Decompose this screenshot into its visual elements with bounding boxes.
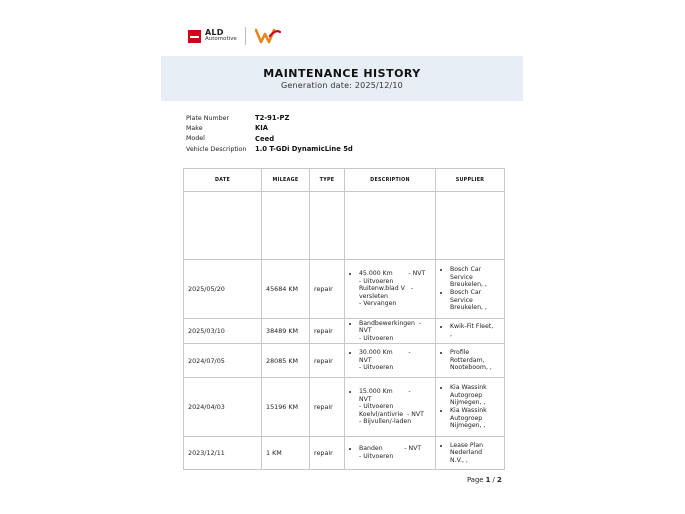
supplier-item: • Bosch Car Service Breukelen, ,	[450, 289, 504, 312]
page-total: 2	[496, 476, 502, 484]
supplier-item: • Profile Rotterdam, Nooteboom, ,	[450, 349, 504, 372]
cell-mileage: 45684 KM	[262, 260, 310, 319]
empty-cell	[345, 192, 436, 260]
vehicle-info-label: Vehicle Description	[186, 145, 247, 153]
cell-date: 2024/04/03	[184, 378, 262, 437]
supplier-item: • Lease Plan Nederland N.V., ,	[450, 442, 504, 465]
vehicle-info-row	[186, 123, 353, 133]
description-item: • 45.000 Km - NVT - Uitvoeren Ruitenw.blad V - versleten - Vervangen	[359, 270, 435, 308]
cell-description	[345, 260, 436, 319]
vehicle-info-value: Ceed	[255, 134, 275, 143]
description-item: • Banden - NVT - Uitvoeren	[359, 445, 435, 460]
col-header-mileage: MILEAGE	[262, 169, 310, 192]
cell-date: 2023/12/11	[184, 437, 262, 470]
cell-type: repair	[310, 378, 345, 437]
w-brand-logo	[255, 28, 281, 44]
vehicle-info-label: Make	[186, 124, 203, 132]
vehicle-info-row	[186, 144, 353, 154]
empty-cell	[262, 192, 310, 260]
cell-supplier	[436, 260, 505, 319]
empty-row	[184, 192, 505, 260]
header-logos	[188, 26, 281, 46]
supplier-item: • Bosch Car Service Breukelen, ,	[450, 266, 504, 289]
table-row	[184, 260, 505, 319]
col-header-description: DESCRIPTION	[345, 169, 436, 192]
table-row	[184, 437, 505, 470]
cell-type: repair	[310, 260, 345, 319]
page-indicator	[467, 476, 502, 484]
table-row	[184, 378, 505, 437]
table-row	[184, 344, 505, 378]
cell-mileage: 38489 KM	[262, 319, 310, 344]
col-header-supplier: SUPPLIER	[436, 169, 505, 192]
generation-date: Generation date: 2025/12/10	[281, 81, 403, 90]
cell-type: repair	[310, 344, 345, 378]
description-item: • 30.000 Km - NVT - Uitvoeren	[359, 349, 435, 372]
cell-description	[345, 378, 436, 437]
ald-logo-line2: Automotive	[205, 36, 237, 43]
ald-logo-text	[205, 29, 237, 43]
cell-mileage: 1 KM	[262, 437, 310, 470]
vehicle-info-value: T2-91-PZ	[255, 114, 290, 123]
cell-supplier	[436, 437, 505, 470]
cell-date: 2025/05/20	[184, 260, 262, 319]
report-title: MAINTENANCE HISTORY	[263, 67, 421, 80]
supplier-item: • Kwik-Fit Fleet, ,	[450, 323, 504, 338]
page-prefix: Page	[467, 476, 486, 484]
cell-mileage: 28085 KM	[262, 344, 310, 378]
cell-supplier	[436, 319, 505, 344]
col-header-type: TYPE	[310, 169, 345, 192]
supplier-item: • Kia Wassink Autogroep Nijmegen, ,	[450, 407, 504, 430]
cell-description	[345, 344, 436, 378]
maintenance-table	[183, 168, 505, 470]
logo-divider	[245, 27, 246, 45]
page-current: 1	[485, 476, 491, 484]
cell-description	[345, 319, 436, 344]
vehicle-info-label: Plate Number	[186, 114, 230, 122]
vehicle-info-value: 1.0 T-GDi DynamicLine 5d	[255, 145, 353, 154]
page-separator: /	[490, 476, 497, 484]
table-header-row	[184, 169, 505, 192]
table-row	[184, 319, 505, 344]
vehicle-info-row	[186, 134, 353, 144]
description-item: • Bandbewerkingen - NVT - Uitvoeren	[359, 320, 435, 343]
cell-supplier	[436, 344, 505, 378]
cell-mileage: 15196 KM	[262, 378, 310, 437]
cell-type: repair	[310, 437, 345, 470]
empty-cell	[436, 192, 505, 260]
vehicle-info-value: KIA	[255, 124, 269, 133]
col-header-date: DATE	[184, 169, 262, 192]
cell-type: repair	[310, 319, 345, 344]
report-banner	[161, 56, 523, 101]
vehicle-info	[186, 113, 353, 154]
description-item: • 15.000 Km - NVT - Uitvoeren Koelvl/antivrie - NVT - Bijvullen/-laden	[359, 388, 435, 426]
cell-date: 2024/07/05	[184, 344, 262, 378]
cell-supplier	[436, 378, 505, 437]
cell-date: 2025/03/10	[184, 319, 262, 344]
supplier-item: • Kia Wassink Autogroep Nijmegen, ,	[450, 384, 504, 407]
cell-description	[345, 437, 436, 470]
vehicle-info-row	[186, 113, 353, 123]
ald-logo-mark	[188, 30, 201, 43]
ald-logo-line1: ALD	[205, 28, 224, 38]
empty-cell	[310, 192, 345, 260]
empty-cell	[184, 192, 262, 260]
vehicle-info-label: Model	[186, 135, 205, 143]
